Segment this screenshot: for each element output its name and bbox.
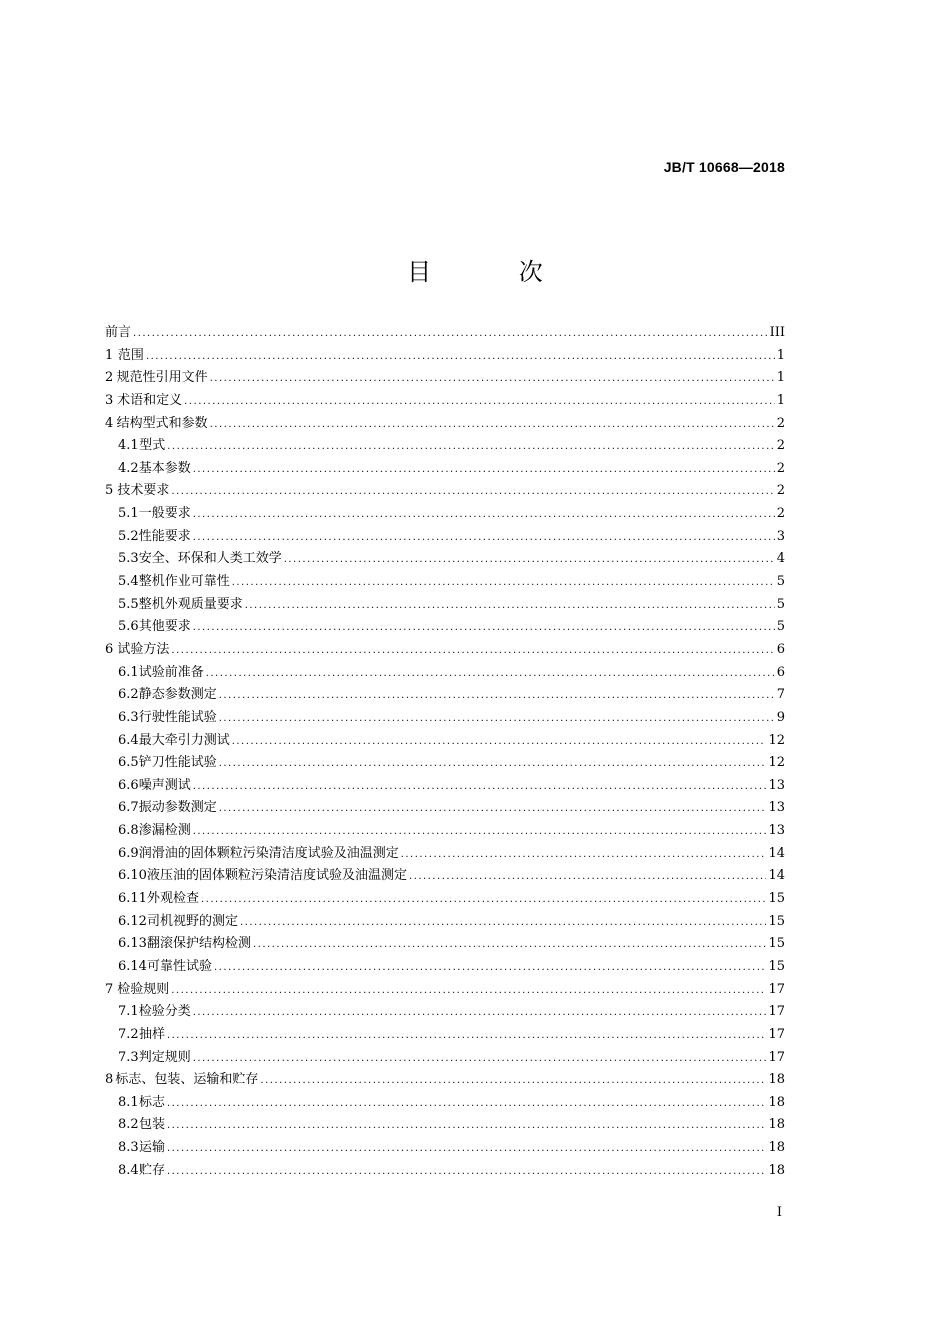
toc-leader-dots — [219, 753, 767, 776]
toc-leader-dots — [245, 595, 775, 618]
toc-entry-number: 6.11 — [118, 891, 147, 907]
toc-entry-page: 14 — [768, 868, 785, 884]
toc-entry[interactable] — [105, 775, 785, 798]
toc-entry-label: 贮存 — [138, 1162, 165, 1178]
toc-entry-label: 前言 — [105, 325, 132, 340]
standard-code: JB/T 10668—2018 — [663, 159, 785, 175]
toc-entry-page: 2 — [776, 506, 785, 522]
toc-entry-label: 整机外观质量要求 — [138, 596, 243, 612]
toc-leader-dots — [201, 889, 766, 912]
toc-entry[interactable] — [105, 594, 785, 617]
toc-entry-number: 5.3 — [118, 551, 139, 567]
toc-entry-number: 4.2 — [118, 460, 139, 476]
toc-entry-number: 5.1 — [118, 506, 139, 522]
toc-entry-number: 6.4 — [118, 732, 139, 748]
toc-entry-label: 抽样 — [138, 1026, 165, 1042]
toc-entry[interactable] — [105, 933, 785, 956]
toc-entry-label: 润滑油的固体颗粒污染清洁度试验及油温测定 — [138, 845, 399, 861]
toc-entry-label: 渗漏检测 — [138, 823, 191, 839]
toc-entry[interactable] — [105, 639, 785, 662]
toc-entry-label: 液压油的固体颗粒污染清洁度试验及油温测定 — [146, 868, 407, 884]
toc-entry-page: 2 — [776, 438, 785, 454]
toc-leader-dots — [193, 459, 775, 482]
toc-entry[interactable] — [105, 1069, 785, 1092]
toc-entry[interactable] — [105, 322, 785, 345]
toc-entry-number: 6.8 — [118, 823, 139, 839]
toc-entry[interactable] — [105, 752, 785, 775]
toc-entry[interactable] — [105, 1024, 785, 1047]
toc-entry-page: 17 — [768, 1049, 785, 1065]
toc-entry-page: 3 — [776, 528, 785, 544]
toc-entry-page: 4 — [776, 551, 785, 567]
toc-entry-number: 4 — [105, 415, 114, 431]
toc-entry-page: 13 — [768, 823, 785, 839]
toc-entry[interactable] — [105, 526, 785, 549]
toc-entry-label: 司机视野的测定 — [146, 913, 238, 929]
toc-entry[interactable] — [105, 367, 785, 390]
toc-leader-dots — [219, 798, 767, 821]
toc-entry-number: 7.2 — [118, 1026, 139, 1042]
toc-entry-number: 6.3 — [118, 709, 139, 725]
toc-entry[interactable] — [105, 911, 785, 934]
toc-entry[interactable] — [105, 707, 785, 730]
toc-leader-dots — [167, 1161, 767, 1184]
toc-entry-label: 试验前准备 — [138, 664, 204, 680]
toc-entry-label: 结构型式和参数 — [116, 415, 208, 431]
toc-entry-label: 技术要求 — [117, 483, 170, 499]
toc-entry-page: 5 — [776, 619, 785, 635]
toc-entry-label: 一般要求 — [138, 506, 191, 522]
toc-entry[interactable] — [105, 684, 785, 707]
toc-entry-number: 5 — [105, 483, 114, 499]
toc-entry-label: 包装 — [138, 1117, 165, 1133]
toc-entry[interactable] — [105, 662, 785, 685]
toc-leader-dots — [193, 504, 775, 527]
toc-entry-label: 型式 — [139, 438, 166, 454]
toc-entry[interactable] — [105, 1114, 785, 1137]
toc-entry-label: 可靠性试验 — [146, 958, 212, 974]
toc-leader-dots — [210, 368, 775, 391]
toc-entry-number: 6.6 — [118, 777, 139, 793]
toc-leader-dots — [167, 1093, 767, 1116]
toc-entry-number: 6.9 — [118, 845, 139, 861]
toc-entry[interactable] — [105, 413, 785, 436]
toc-leader-dots — [193, 617, 775, 640]
toc-entry-page: 18 — [768, 1072, 785, 1088]
toc-entry-number: 5.6 — [118, 619, 139, 635]
toc-entry-label: 判定规则 — [138, 1049, 191, 1065]
toc-entry-page: 15 — [768, 936, 785, 952]
toc-entry-number: 2 — [105, 370, 114, 386]
footer-page-number: I — [776, 1205, 782, 1220]
toc-leader-dots — [146, 346, 775, 369]
toc-leader-dots — [171, 640, 774, 663]
toc-entry-label: 振动参数测定 — [138, 800, 217, 816]
toc-entry-label: 范围 — [117, 347, 144, 363]
toc-leader-dots — [193, 527, 775, 550]
toc-leader-dots — [260, 1070, 766, 1093]
toc-entry-page: 2 — [776, 460, 785, 476]
toc-leader-dots — [167, 1115, 767, 1138]
toc-entry[interactable] — [105, 956, 785, 979]
toc-entry-label: 运输 — [138, 1140, 165, 1156]
toc-entry-label: 铲刀性能试验 — [138, 755, 217, 771]
toc-entry-number: 6.10 — [118, 868, 147, 884]
toc-leader-dots — [401, 844, 767, 867]
toc-entry[interactable] — [105, 888, 785, 911]
toc-leader-dots — [206, 663, 775, 686]
toc-entry-page: 17 — [768, 1026, 785, 1042]
toc-entry-page: III — [769, 325, 785, 340]
toc-entry-label: 标志 — [138, 1094, 165, 1110]
toc-entry-page: 1 — [776, 392, 785, 408]
toc-entry[interactable] — [105, 1047, 785, 1070]
toc-entry-page: 9 — [776, 709, 785, 725]
toc-leader-dots — [193, 1048, 767, 1071]
toc-entry-page: 15 — [768, 913, 785, 929]
toc-entry[interactable] — [105, 730, 785, 753]
toc-entry-number: 6.13 — [118, 936, 147, 952]
toc-leader-dots — [409, 866, 766, 889]
toc-entry[interactable] — [105, 865, 785, 888]
toc-entry-number: 6.14 — [118, 958, 147, 974]
toc-entry-page: 15 — [768, 891, 785, 907]
toc-leader-dots — [184, 391, 775, 414]
toc-leader-dots — [210, 414, 775, 437]
toc-leader-dots — [133, 323, 768, 346]
toc-entry-page: 18 — [768, 1117, 785, 1133]
toc-leader-dots — [171, 481, 774, 504]
toc-leader-dots — [240, 912, 766, 935]
toc-leader-dots — [253, 934, 766, 957]
toc-entry[interactable] — [105, 548, 785, 571]
toc-entry-label: 检验规则 — [117, 981, 170, 997]
toc-entry[interactable] — [105, 435, 785, 458]
toc-leader-dots — [219, 708, 775, 731]
page-title: 目 次 — [407, 258, 583, 286]
toc-entry-page: 12 — [768, 732, 785, 748]
toc-entry[interactable] — [105, 345, 785, 368]
toc-leader-dots — [214, 957, 766, 980]
toc-entry-number: 5.2 — [118, 528, 139, 544]
toc-entry[interactable] — [105, 616, 785, 639]
toc-entry-page: 17 — [768, 1004, 785, 1020]
toc-entry[interactable] — [105, 1137, 785, 1160]
toc-leader-dots — [167, 1025, 767, 1048]
toc-entry-label: 检验分类 — [138, 1004, 191, 1020]
toc-entry-page: 6 — [776, 641, 785, 657]
toc-entry-number: 6.7 — [118, 800, 139, 816]
toc-entry-page: 7 — [776, 687, 785, 703]
toc-entry-number: 6.1 — [118, 664, 139, 680]
toc-entry-number: 5.5 — [118, 596, 139, 612]
toc-entry-page: 2 — [776, 415, 785, 431]
toc-leader-dots — [167, 1138, 767, 1161]
toc-entry-page: 12 — [768, 755, 785, 771]
toc-entry[interactable] — [105, 1160, 785, 1183]
toc-entry-page: 14 — [768, 845, 785, 861]
toc-entry-number: 3 — [105, 392, 114, 408]
toc-entry-label: 最大牵引力测试 — [138, 732, 230, 748]
toc-entry[interactable] — [105, 820, 785, 843]
toc-entry-page: 5 — [776, 596, 785, 612]
toc-leader-dots — [193, 821, 767, 844]
toc-leader-dots — [232, 572, 775, 595]
toc-entry-page: 13 — [768, 800, 785, 816]
toc-entry-number: 4.1 — [118, 438, 139, 454]
toc-entry-number: 5.4 — [118, 574, 139, 590]
toc-entry-number: 7.3 — [118, 1049, 139, 1065]
toc-entry-number: 6 — [105, 641, 114, 657]
toc-entry-page: 18 — [768, 1162, 785, 1178]
toc-entry-label: 试验方法 — [117, 641, 170, 657]
toc-entry-number: 6.2 — [118, 687, 139, 703]
toc-leader-dots — [193, 1002, 767, 1025]
toc-entry[interactable] — [105, 390, 785, 413]
toc-entry-number: 8.1 — [118, 1094, 139, 1110]
toc-entry-label: 术语和定义 — [117, 392, 183, 408]
toc-entry[interactable] — [105, 1001, 785, 1024]
toc-entry[interactable] — [105, 843, 785, 866]
toc-leader-dots — [167, 436, 774, 459]
toc-entry-page: 15 — [768, 958, 785, 974]
toc-entry-number: 6.12 — [118, 913, 147, 929]
toc-entry[interactable] — [105, 571, 785, 594]
toc-entry[interactable] — [105, 797, 785, 820]
toc-entry[interactable] — [105, 480, 785, 503]
toc-entry-label: 外观检查 — [146, 891, 199, 907]
toc-entry-page: 18 — [768, 1140, 785, 1156]
toc-entry-label: 基本参数 — [138, 460, 191, 476]
toc-entry-number: 8.4 — [118, 1162, 139, 1178]
toc-leader-dots — [232, 731, 767, 754]
toc-entry-label: 性能要求 — [138, 528, 191, 544]
toc-entry-label: 安全、环保和人类工效学 — [138, 551, 282, 567]
toc-entry[interactable] — [105, 458, 785, 481]
toc-entry-page: 1 — [776, 347, 785, 363]
toc-entry-number: 7 — [105, 981, 114, 997]
toc-entry-label: 翻滚保护结构检测 — [146, 936, 251, 952]
toc-entry-page: 17 — [768, 981, 785, 997]
toc-entry[interactable] — [105, 979, 785, 1002]
toc-entry-page: 18 — [768, 1094, 785, 1110]
toc-leader-dots — [171, 980, 766, 1003]
toc-entry-number: 8.3 — [118, 1140, 139, 1156]
toc-leader-dots — [284, 549, 775, 572]
toc-entry-label: 噪声测试 — [138, 777, 191, 793]
toc-entry-label: 整机作业可靠性 — [138, 574, 230, 590]
toc-leader-dots — [193, 776, 767, 799]
table-of-contents — [105, 322, 785, 1182]
toc-entry-label: 规范性引用文件 — [116, 370, 208, 386]
toc-entry-label: 标志、包装、运输和贮存 — [115, 1072, 259, 1088]
toc-entry-page: 5 — [776, 574, 785, 590]
toc-entry[interactable] — [105, 1092, 785, 1115]
toc-entry-number: 8.2 — [118, 1117, 139, 1133]
toc-entry-page: 13 — [768, 777, 785, 793]
toc-entry-number: 7.1 — [118, 1004, 139, 1020]
toc-leader-dots — [219, 685, 775, 708]
toc-entry-number: 6.5 — [118, 755, 139, 771]
toc-entry-page: 6 — [776, 664, 785, 680]
toc-entry-label: 静态参数测定 — [138, 687, 217, 703]
toc-entry-page: 1 — [776, 370, 785, 386]
toc-entry-number: 8 — [105, 1072, 114, 1088]
toc-entry-label: 其他要求 — [138, 619, 191, 635]
toc-entry-label: 行驶性能试验 — [138, 709, 217, 725]
toc-entry[interactable] — [105, 503, 785, 526]
toc-entry-page: 2 — [776, 483, 785, 499]
toc-entry-number: 1 — [105, 347, 114, 363]
